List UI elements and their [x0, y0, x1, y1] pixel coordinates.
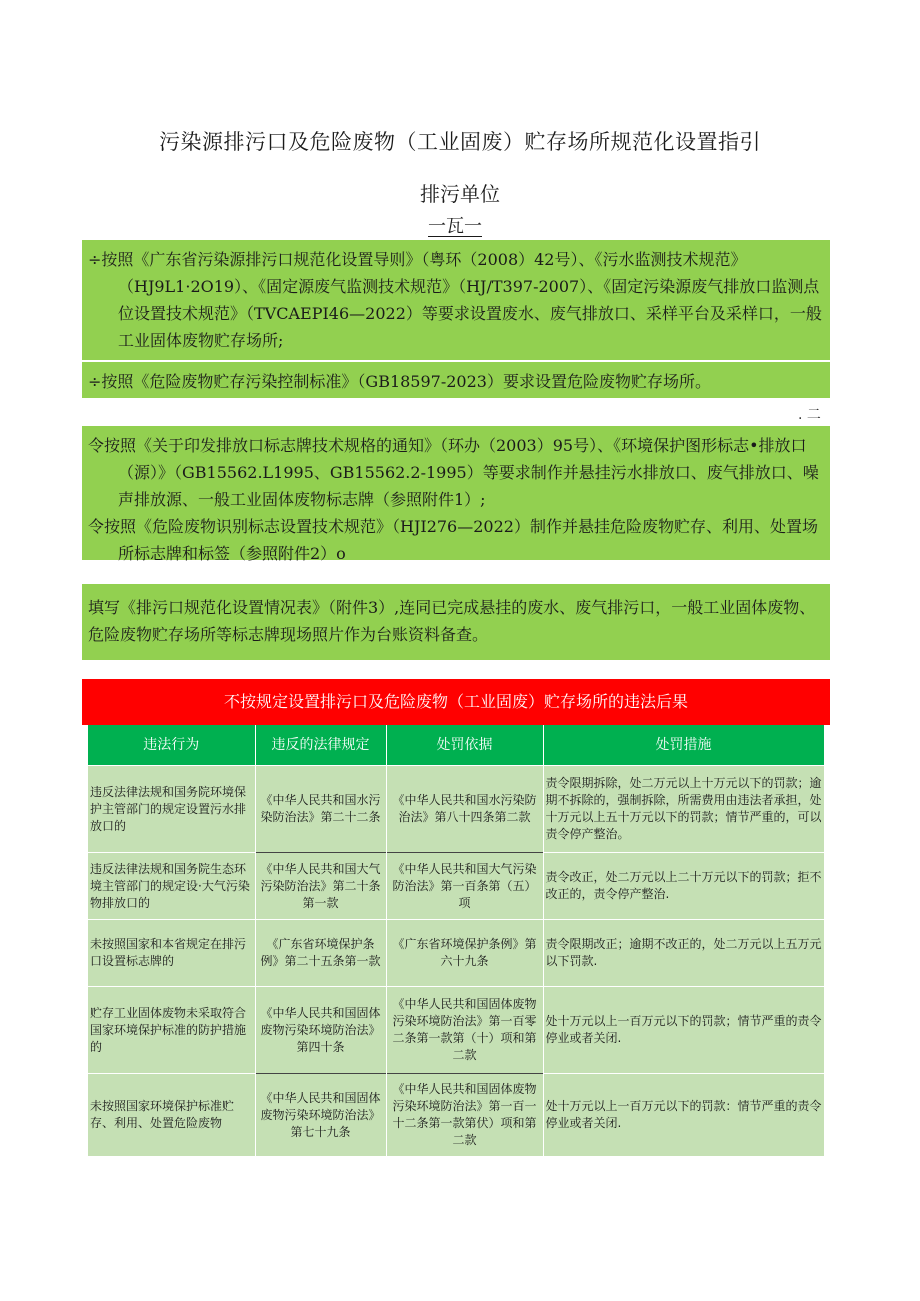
- cell-law: 《中华人民共和国固体废物污染环境防治法》第七十九条: [255, 1074, 386, 1157]
- cell-basis: 《中华人民共和国固体废物污染环境防治法》第一百零二条第一款第（十）项和第二款: [386, 987, 543, 1074]
- column-header-law: 违反的法律规定: [255, 725, 386, 766]
- cell-law: 《中华人民共和国大气污染防治法》第二十条第一款: [255, 853, 386, 920]
- requirement-item-outlet-setup: ÷按照《广东省污染源排污口规范化设置导则》（粤环（2008）42号）、《污水监测技术规范》（HJ9L1·2O19）、《固定源废气监测技术规范》（HJ/T397-2007）、《固定污染源废气排放口监测点位设置技术规范》（TVCAEPI46—2022）等要求设置废水、废气排放口、采样平台及采样口，一般工业固体废物贮存场所;: [88, 250, 822, 350]
- cell-basis: 《中华人民共和国固体废物污染环境防治法》第一百一十二条第一款第伏）项和第二款: [386, 1074, 543, 1157]
- section-marker: . 二: [798, 407, 821, 423]
- violation-table: [88, 725, 825, 1156]
- table-row: [88, 1074, 824, 1157]
- column-header-basis: 处罚依据: [386, 725, 543, 766]
- column-header-act: 违法行为: [88, 725, 255, 766]
- table-row: [88, 853, 824, 920]
- requirement-item-outlet-signs: 令按照《关于印发排放口标志牌技术规格的通知》（环办（2003）95号）、《环境保护图形标志•排放口（源）》（GB15562.L1995、GB15562.2-1995）等要求制作并悬挂污水排放口、废气排放口、噪声排放源、一般工业固体废物标志牌（参照附件1）;: [88, 436, 819, 509]
- page-subtitle: 排污单位: [420, 182, 500, 206]
- cell-law: 《广东省环境保护条例》第二十五条第一款: [255, 920, 386, 987]
- cell-penalty: 责令改正，处二万元以上二十万元以下的罚款；拒不改正的，责令停产整治.: [543, 853, 824, 920]
- cell-law: 《中华人民共和国固体废物污染环境防治法》第四十条: [255, 987, 386, 1074]
- cell-penalty: 处十万元以上一百万元以下的罚款：情节严重的责令停业或者关闭.: [543, 1074, 824, 1157]
- requirement-item-hazardous-storage: ÷按照《危险废物贮存污染控制标准》（GB18597-2023）要求设置危险废物贮存场所。: [88, 372, 711, 391]
- section-label: 一瓦一: [428, 216, 482, 237]
- requirement-records-text: 填写《排污口规范化设置情况表》（附件3）,连同已完成悬挂的废水、废气排污口，一般工业固体废物、危险废物贮存场所等标志牌现场照片作为台账资料备查。: [88, 598, 816, 644]
- cell-act: 未按照国家环境保护标准贮存、利用、处置危险废物: [88, 1074, 255, 1157]
- cell-act: 违反法律法规和国务院环境保护主管部门的规定设置污水排放口的: [88, 766, 255, 853]
- requirement-box-signage: [82, 426, 830, 563]
- requirement-item-hazardous-signs: 令按照《危险废物识别标志设置技术规范》（HJI276—2022）制作并悬挂危险废物贮存、利用、处置场所标志牌和标签（参照附件2）o: [88, 517, 818, 563]
- divider: [82, 360, 830, 362]
- table-row: [88, 766, 824, 853]
- cell-act: 贮存工业固体废物未采取符合国家环境保护标准的防护措施的: [88, 987, 255, 1074]
- cell-penalty: 处十万元以上一百万元以下的罚款；情节严重的责令停业或者关闭.: [543, 987, 824, 1074]
- table-row: [88, 920, 824, 987]
- table-header-row: [88, 725, 824, 766]
- requirement-box-records: [82, 584, 830, 660]
- cell-act: 违反法律法规和国务院生态环境主管部门的规定设·大气污染物排放口的: [88, 853, 255, 920]
- cell-penalty: 责令限期改正；逾期不改正的，处二万元以上五万元以下罚款.: [543, 920, 824, 987]
- violation-consequences-header: 不按规定设置排污口及危险废物（工业固废）贮存场所的违法后果: [82, 679, 830, 725]
- cell-basis: 《广东省环境保护条例》第六十九条: [386, 920, 543, 987]
- cell-law: 《中华人民共和国水污染防治法》第二十二条: [255, 766, 386, 853]
- page-title: 污染源排污口及危险废物（工业固废）贮存场所规范化设置指引: [159, 130, 761, 154]
- cell-penalty: 责令限期拆除，处二万元以上十万元以下的罚款；逾期不拆除的，强制拆除，所需费用由违法者承担，处十万元以上五十万元以下的罚款；情节严重的，可以责令停产整治。: [543, 766, 824, 853]
- cell-basis: 《中华人民共和国大气污染防治法》第一百条第（五）项: [386, 853, 543, 920]
- table-row: [88, 987, 824, 1074]
- column-header-penalty: 处罚措施: [543, 725, 824, 766]
- cell-basis: 《中华人民共和国水污染防治法》第八十四条第二款: [386, 766, 543, 853]
- requirement-box-setup: [82, 240, 830, 398]
- cell-act: 未按照国家和本省规定在排污口设置标志牌的: [88, 920, 255, 987]
